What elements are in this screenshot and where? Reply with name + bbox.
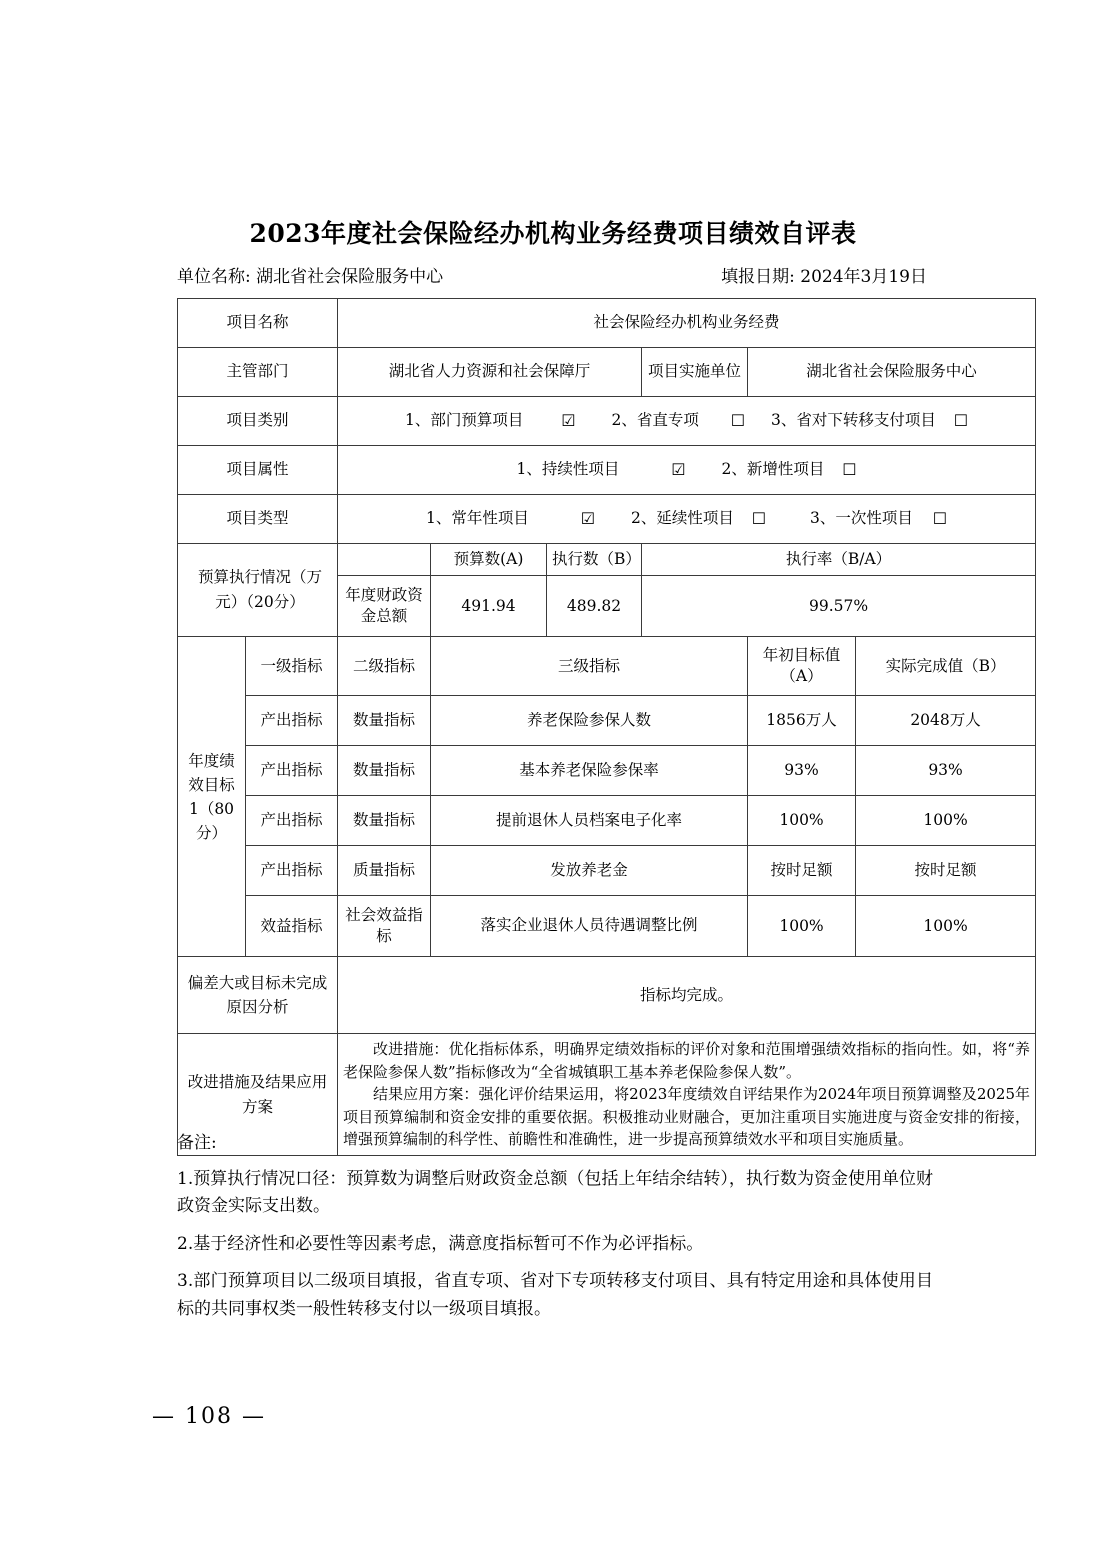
table-row-department — [178, 348, 1036, 397]
indicator-2-actual: 100% — [856, 796, 1036, 846]
indicator-2-level1: 产出指标 — [246, 796, 338, 846]
deviation-value: 指标均完成。 — [338, 957, 1036, 1034]
type-options — [338, 495, 1036, 544]
table-row — [178, 746, 1036, 796]
type-option-3-checkbox[interactable]: ☐ — [932, 509, 948, 529]
project-name-value: 社会保险经办机构业务经费 — [338, 299, 1036, 348]
category-options — [338, 397, 1036, 446]
indicator-0-level1: 产出指标 — [246, 696, 338, 746]
indicator-header-level1: 一级指标 — [246, 637, 338, 696]
report-date-label: 填报日期: — [721, 267, 795, 287]
indicator-header-target: 年初目标值（A） — [748, 637, 856, 696]
attribute-option-2[interactable] — [721, 458, 824, 481]
table-row — [178, 846, 1036, 896]
indicator-header-actual: 实际完成值（B） — [856, 637, 1036, 696]
report-date-value: 2024年3月19日 — [800, 267, 927, 287]
indicator-3-actual: 按时足额 — [856, 846, 1036, 896]
category-option-2[interactable] — [611, 409, 698, 432]
type-option-3[interactable] — [810, 507, 913, 530]
budget-rate-header: 执行率（B/A） — [642, 544, 1036, 576]
table-row-project-name — [178, 299, 1036, 348]
impl-unit-value: 湖北省社会保险服务中心 — [748, 348, 1036, 397]
indicator-0-level3: 养老保险参保人数 — [431, 696, 748, 746]
attribute-option-1-checkbox[interactable]: ☑ — [671, 460, 686, 480]
notes-section — [177, 1130, 933, 1333]
budget-b-header: 执行数（B） — [547, 544, 642, 576]
dept-label: 主管部门 — [178, 348, 338, 397]
deviation-label: 偏差大或目标未完成原因分析 — [178, 957, 338, 1034]
indicator-0-actual: 2048万人 — [856, 696, 1036, 746]
unit-name-label: 单位名称: — [177, 267, 251, 287]
indicator-3-target: 按时足额 — [748, 846, 856, 896]
indicator-2-level2: 数量指标 — [338, 796, 431, 846]
document-meta — [177, 262, 929, 286]
category-option-2-label: 2、省直专项 — [611, 411, 699, 430]
table-row — [178, 896, 1036, 957]
category-option-2-checkbox[interactable]: ☐ — [730, 411, 746, 431]
category-option-3[interactable] — [771, 409, 936, 432]
unit-name-field — [177, 262, 443, 287]
table-row-budget-header — [178, 544, 1036, 576]
indicator-1-target: 93% — [748, 746, 856, 796]
type-option-1-checkbox[interactable]: ☑ — [580, 509, 596, 529]
budget-row-label: 年度财政资金总额 — [338, 576, 431, 637]
report-date-field — [721, 262, 927, 287]
indicator-0-target: 1856万人 — [748, 696, 856, 746]
improvement-label: 改进措施及结果应用方案 — [178, 1034, 338, 1156]
category-option-1[interactable] — [405, 409, 523, 432]
type-label: 项目类型 — [178, 495, 338, 544]
page-number: — 108 — — [152, 1404, 266, 1429]
table-row-deviation — [178, 957, 1036, 1034]
table-row — [178, 796, 1036, 846]
type-option-2[interactable] — [631, 507, 734, 530]
budget-a-header: 预算数(A) — [431, 544, 547, 576]
type-option-1[interactable] — [426, 507, 529, 530]
indicator-1-actual: 93% — [856, 746, 1036, 796]
attribute-option-2-label: 2、新增性项目 — [721, 460, 825, 479]
budget-blank-header — [338, 544, 431, 576]
attribute-option-2-checkbox[interactable]: ☐ — [842, 460, 857, 480]
indicator-1-level1: 产出指标 — [246, 746, 338, 796]
indicator-2-level3: 提前退休人员档案电子化率 — [431, 796, 748, 846]
table-row-indicator-header — [178, 637, 1036, 696]
indicator-header-level2: 二级指标 — [338, 637, 431, 696]
type-option-1-label: 1、常年性项目 — [426, 509, 529, 528]
table-row-attribute — [178, 446, 1036, 495]
indicator-4-target: 100% — [748, 896, 856, 957]
indicator-4-actual: 100% — [856, 896, 1036, 957]
type-option-2-checkbox[interactable]: ☐ — [751, 509, 767, 529]
project-name-label: 项目名称 — [178, 299, 338, 348]
budget-b-value: 489.82 — [547, 576, 642, 637]
type-option-2-label: 2、延续性项目 — [630, 509, 734, 528]
note-item-2: 2.基于经济性和必要性等因素考虑，满意度指标暂可不作为必评指标。 — [177, 1233, 704, 1254]
indicator-3-level1: 产出指标 — [246, 846, 338, 896]
indicator-4-level1: 效益指标 — [246, 896, 338, 957]
table-row-category — [178, 397, 1036, 446]
impl-unit-label: 项目实施单位 — [642, 348, 748, 397]
indicator-2-target: 100% — [748, 796, 856, 846]
category-option-1-label: 1、部门预算项目 — [405, 411, 524, 430]
improvement-paragraph-1: 改进措施：优化指标体系，明确界定绩效指标的评价对象和范围增强绩效指标的指向性。如，将“养老保险参保人数”指标修改为“全省城镇职工基本养老保险参保人数”。 — [343, 1040, 1031, 1081]
perf-section-label: 年度绩效目标1（80分） — [178, 637, 246, 957]
category-option-3-checkbox[interactable]: ☐ — [953, 411, 969, 431]
attribute-option-1-label: 1、持续性项目 — [516, 460, 620, 479]
notes-heading: 备注: — [177, 1133, 217, 1153]
table-row-type — [178, 495, 1036, 544]
category-label: 项目类别 — [178, 397, 338, 446]
note-item-3: 3.部门预算项目以二级项目填报，省直专项、省对下专项转移支付项目、具有特定用途和具体使用目标的共同事权类一般性转移支付以一级项目填报。 — [177, 1271, 933, 1319]
table-row — [178, 696, 1036, 746]
page-title: 2023年度社会保险经办机构业务经费项目绩效自评表 — [249, 219, 857, 248]
performance-self-evaluation-table — [177, 298, 1036, 1156]
improvement-paragraph-2: 结果应用方案：强化评价结果运用，将2023年度绩效自评结果作为2024年项目预算调整及2025年项目预算编制和资金安排的重要依据。积极推动业财融合，更加注重项目实施进度与资金安排的衔接，增强预算编制的科学性、前瞻性和准确性，进一步提高预算绩效水平和项目实施质量。 — [343, 1085, 1031, 1149]
unit-name-value: 湖北省社会保险服务中心 — [256, 267, 444, 287]
indicator-1-level2: 数量指标 — [338, 746, 431, 796]
budget-rate-value: 99.57% — [642, 576, 1036, 637]
attribute-options — [338, 446, 1036, 495]
note-item-1: 1.预算执行情况口径：预算数为调整后财政资金总额（包括上年结余结转），执行数为资金使用单位财政资金实际支出数。 — [177, 1168, 933, 1217]
indicator-3-level2: 质量指标 — [338, 846, 431, 896]
dept-value: 湖北省人力资源和社会保障厅 — [338, 348, 642, 397]
indicator-1-level3: 基本养老保险参保率 — [431, 746, 748, 796]
budget-section-label: 预算执行情况（万元）（20分） — [178, 544, 338, 637]
indicator-4-level3: 落实企业退休人员待遇调整比例 — [431, 896, 748, 957]
category-option-3-label: 3、省对下转移支付项目 — [770, 411, 936, 430]
budget-a-value: 491.94 — [431, 576, 547, 637]
indicator-header-level3: 三级指标 — [431, 637, 748, 696]
indicator-4-level2: 社会效益指标 — [338, 896, 431, 957]
attribute-option-1[interactable] — [517, 458, 620, 481]
indicator-3-level3: 发放养老金 — [431, 846, 748, 896]
indicator-0-level2: 数量指标 — [338, 696, 431, 746]
type-option-3-label: 3、一次性项目 — [809, 509, 913, 528]
category-option-1-checkbox[interactable]: ☑ — [561, 411, 576, 431]
attribute-label: 项目属性 — [178, 446, 338, 495]
